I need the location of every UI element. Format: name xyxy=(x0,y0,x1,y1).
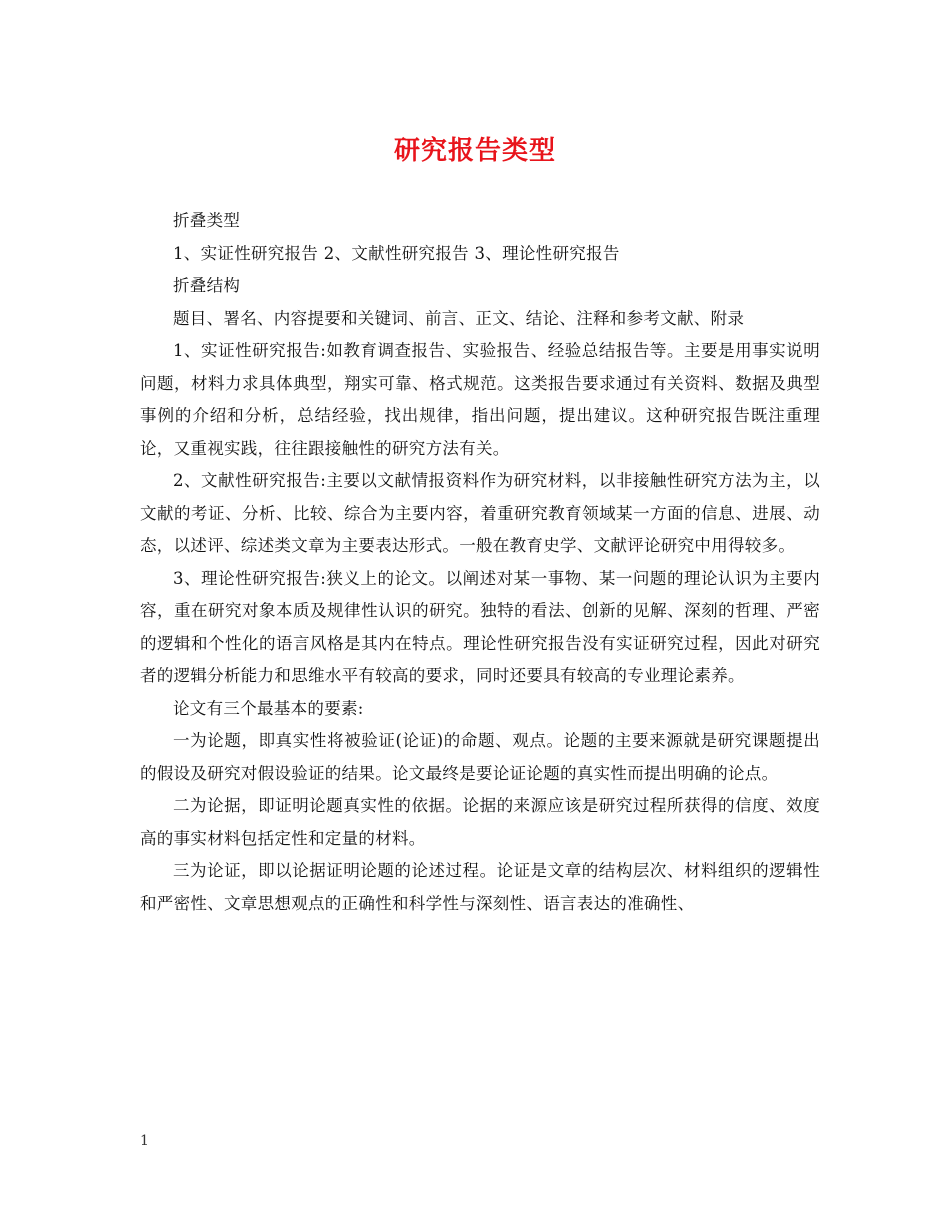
document-body xyxy=(140,205,820,920)
paragraph-element-thesis: 一为论题，即真实性将被验证(论证)的命题、观点。论题的主要来源就是研究课题提出的假设及研究对假设验证的结果。论文最终是要论证论题的真实性而提出明确的论点。 xyxy=(140,731,820,783)
paragraph-structure-list: 题目、署名、内容提要和关键词、前言、正文、结论、注释和参考文献、附录 xyxy=(173,308,745,328)
paragraph-three-elements: 论文有三个最基本的要素: xyxy=(173,698,364,718)
paragraph-theoretical-report: 3、理论性研究报告:狭义上的论文。以阐述对某一事物、某一问题的理论认识为主要内容，重在研究对象本质及规律性认识的研究。独特的看法、创新的见解、深刻的哲理、严密的逻辑和个性化的语言风格是其内在特点。理论性研究报告没有实证研究过程，因此对研究者的逻辑分析能力和思维水平有较高的要求，同时还要具有较高的专业理论素养。 xyxy=(140,568,820,685)
paragraph-empirical-report: 1、实证性研究报告:如教育调查报告、实验报告、经验总结报告等。主要是用事实说明问题，材料力求具体典型，翔实可靠、格式规范。这类报告要求通过有关资料、数据及典型事例的介绍和分析，总结经验，找出规律，指出问题，提出建议。这种研究报告既注重理论，又重视实践，往往跟接触性的研究方法有关。 xyxy=(140,341,820,458)
paragraph-heading-types: 折叠类型 xyxy=(173,211,241,230)
document-title: 研究报告类型 xyxy=(393,136,556,166)
paragraph-heading-structure: 折叠结构 xyxy=(173,276,241,295)
page-number: 1 xyxy=(140,1133,149,1149)
paragraph-element-evidence: 二为论据，即证明论题真实性的依据。论据的来源应该是研究过程所获得的信度、效度高的事实材料包括定性和定量的材料。 xyxy=(140,796,820,848)
paragraph-element-argument: 三为论证，即以论据证明论题的论述过程。论证是文章的结构层次、材料组织的逻辑性和严密性、文章思想观点的正确性和科学性与深刻性、语言表达的准确性、 xyxy=(140,861,820,913)
paragraph-types-list: 1、实证性研究报告 2、文献性研究报告 3、理论性研究报告 xyxy=(173,243,620,263)
paragraph-literature-report: 2、文献性研究报告:主要以文献情报资料作为研究材料，以非接触性研究方法为主，以文献的考证、分析、比较、综合为主要内容，着重研究教育领域某一方面的信息、进展、动态，以述评、综述类文章为主要表达形式。一般在教育史学、文献评论研究中用得较多。 xyxy=(140,471,820,555)
